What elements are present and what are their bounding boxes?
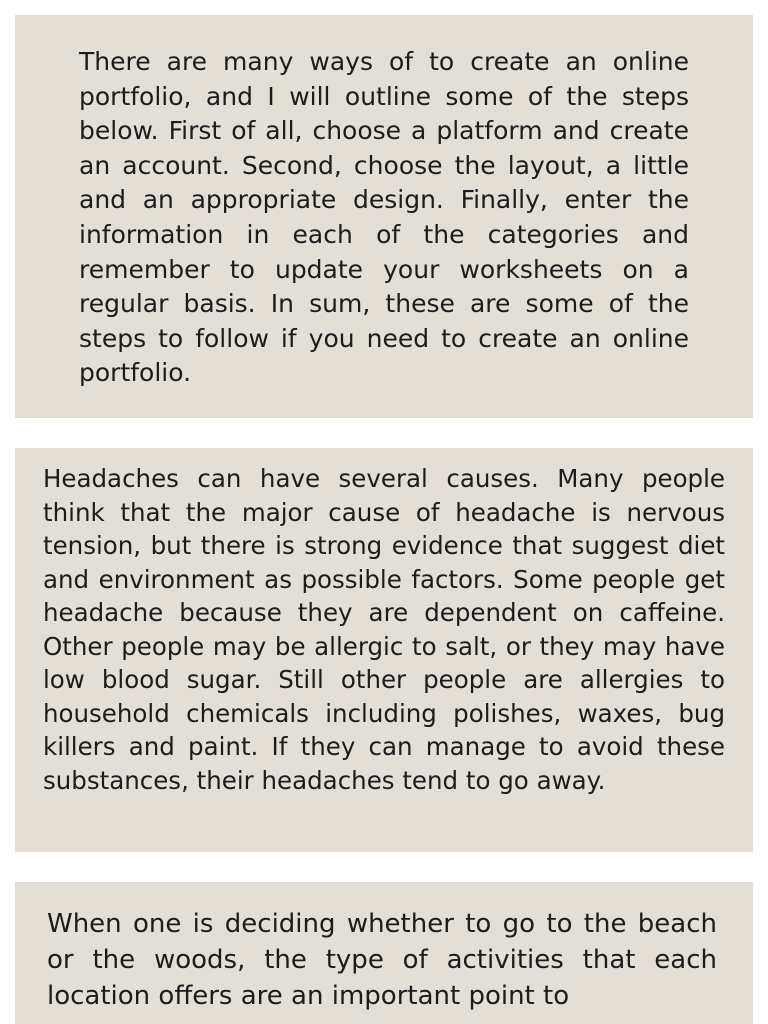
paragraph-card-headaches <box>15 448 753 852</box>
paragraph-card-portfolio <box>15 15 753 418</box>
paragraph-card-beach-woods <box>15 882 753 1024</box>
paragraph-text: There are many ways of to create an online portfolio, and I will outline some of the steps below. First of all, choose a platform and create an account. Second, choose the layout, a little and an appropriate design. Finally, enter the information in each of the categories and remember to update your worksheets on a regular basis. In sum, these are some of the steps to follow if you need to create an online portfolio. <box>79 47 689 388</box>
paragraph-text: When one is deciding whether to go to the beach or the woods, the type of activities that each location offers are an important point to <box>47 909 717 1011</box>
paragraph-text: Headaches can have several causes. Many people think that the major cause of headache is nervous tension, but there is strong evidence that suggest diet and environment as possible factors. Some people get headache because they are dependent on caffeine. Other people may be allergic to salt, or they may have low blood sugar. Still other people are allergies to household chemicals including polishes, waxes, bug killers and paint. If they can manage to avoid these substances, their headaches tend to go away. <box>43 464 725 795</box>
